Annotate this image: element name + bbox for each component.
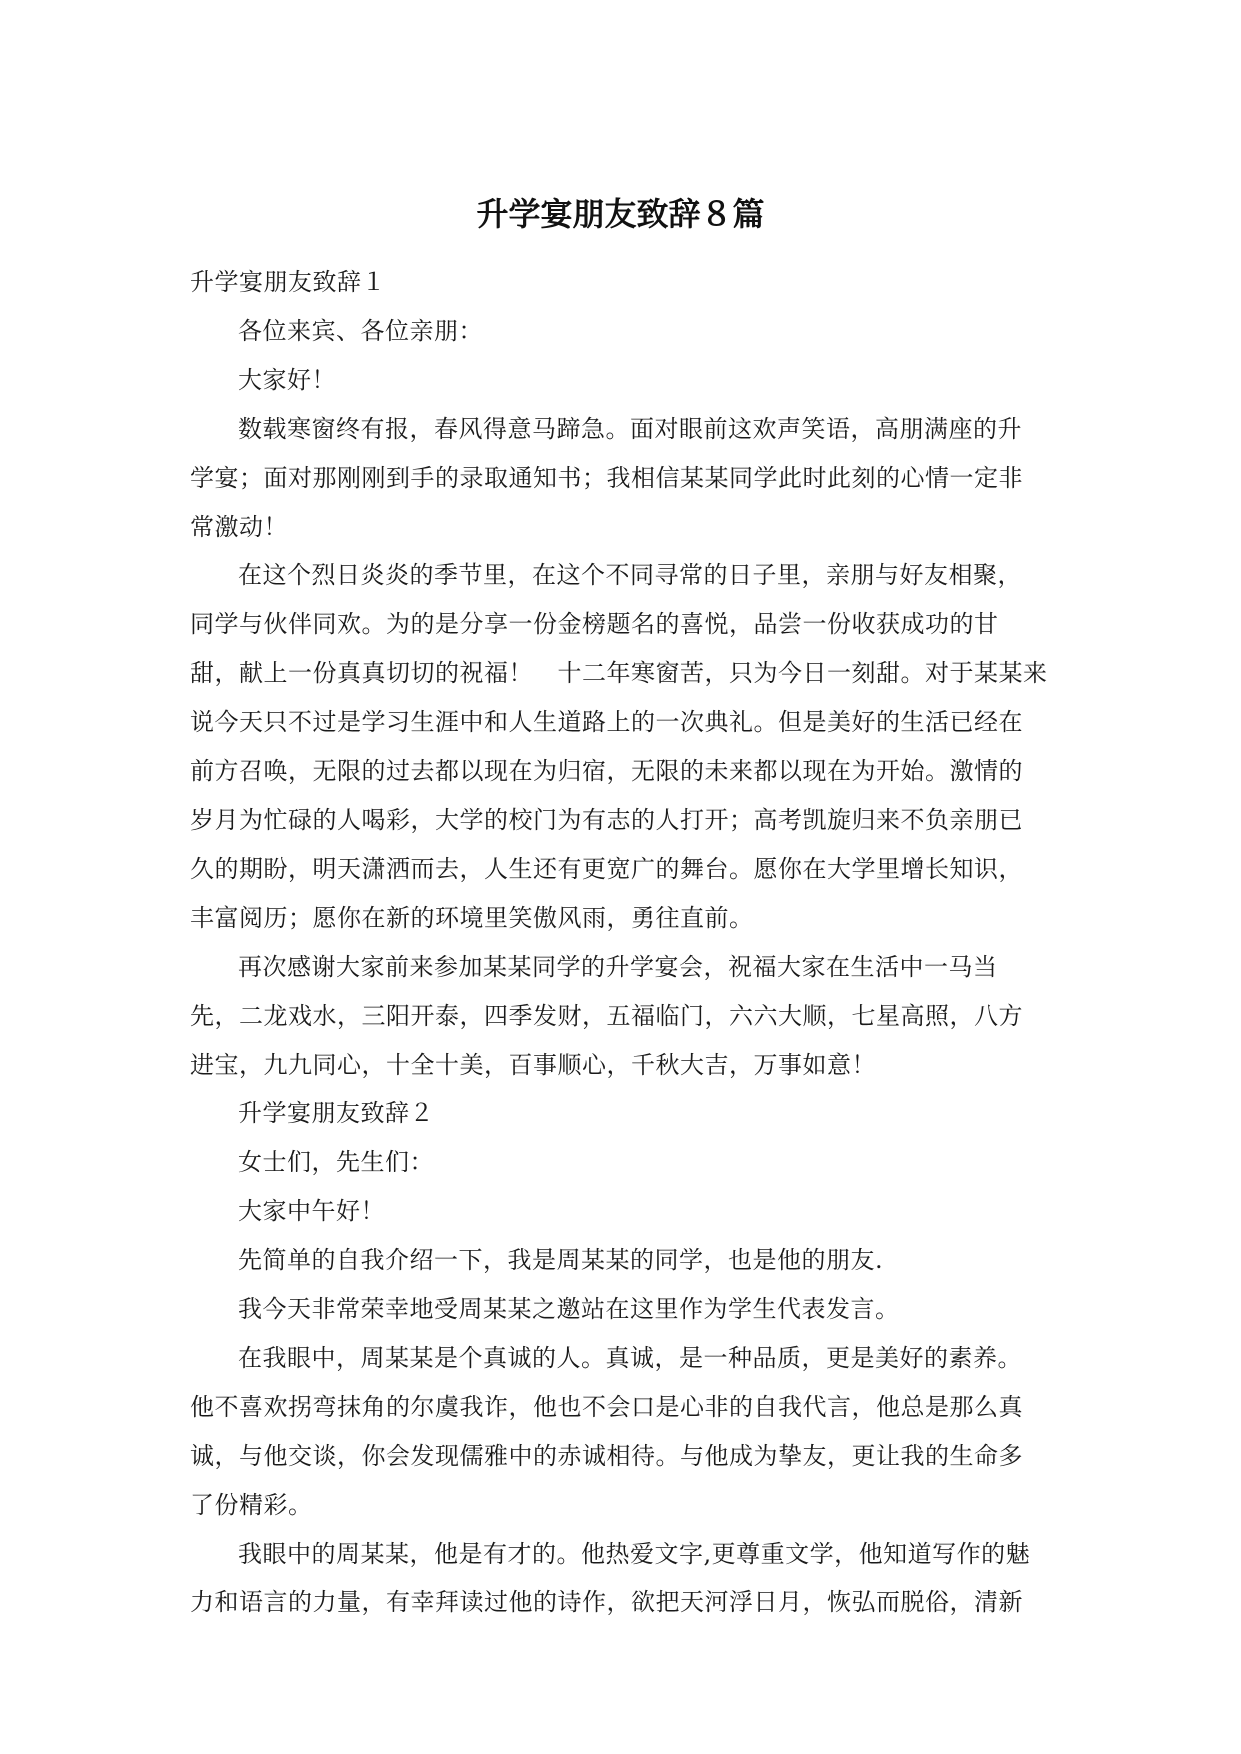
text-line: 岁月为忙碌的人喝彩，大学的校门为有志的人打开；高考凯旋归来不负亲朋已 <box>190 805 1023 834</box>
text-line: 先简单的自我介绍一下，我是周某某的同学，也是他的朋友. <box>238 1246 884 1275</box>
text-line: 大家好！ <box>238 365 336 394</box>
text-line: 女士们，先生们： <box>238 1148 434 1177</box>
text-line: 他不喜欢拐弯抹角的尔虞我诈，他也不会口是心非的自我代言，他总是那么真 <box>190 1392 1023 1421</box>
text-line: 我眼中的周某某，他是有才的。他热爱文字,更尊重文学，他知道写作的魅 <box>238 1539 1031 1568</box>
document-body <box>190 258 1050 1627</box>
document-title: 升学宴朋友致辞８篇 <box>476 195 765 233</box>
text-line: 了份精彩。 <box>190 1490 313 1519</box>
text-line: 先，二龙戏水，三阳开泰，四季发财，五福临门，六六大顺，七星高照，八方 <box>190 1001 1023 1030</box>
text-line: 进宝，九九同心，十全十美，百事顺心，千秋大吉，万事如意！ <box>190 1050 876 1079</box>
text-line: 在我眼中，周某某是个真诚的人。真诚，是一种品质，更是美好的素养。 <box>238 1343 1022 1372</box>
text-line: 大家中午好！ <box>238 1197 385 1226</box>
text-line: 同学与伙伴同欢。为的是分享一份金榜题名的喜悦，品尝一份收获成功的甘 <box>190 610 999 639</box>
text-line: 常激动！ <box>190 512 288 541</box>
text-line: 诚，与他交谈，你会发现儒雅中的赤诚相待。与他成为挚友，更让我的生命多 <box>190 1441 1023 1470</box>
text-line: 升学宴朋友致辞２ <box>238 1099 434 1128</box>
text-line: 在这个烈日炎炎的季节里，在这个不同寻常的日子里，亲朋与好友相聚， <box>238 561 1022 590</box>
text-line: 丰富阅历；愿你在新的环境里笑傲风雨，勇往直前。 <box>190 903 754 932</box>
text-line: 数载寒窗终有报，春风得意马蹄急。面对眼前这欢声笑语，高朋满座的升 <box>238 414 1022 443</box>
text-line: 升学宴朋友致辞１ <box>190 268 386 296</box>
text-line: 甜，献上一份真真切切的祝福！ 十二年寒窗苦，只为今日一刻甜。对于某某来 <box>190 659 1048 688</box>
text-line: 各位来宾、各位亲朋： <box>238 316 483 345</box>
text-line: 再次感谢大家前来参加某某同学的升学宴会，祝福大家在生活中一马当 <box>238 952 998 981</box>
text-line: 说今天只不过是学习生涯中和人生道路上的一次典礼。但是美好的生活已经在 <box>190 708 1023 737</box>
text-line: 前方召唤，无限的过去都以现在为归宿，无限的未来都以现在为开始。激情的 <box>190 757 1023 786</box>
text-line: 学宴；面对那刚刚到手的录取通知书；我相信某某同学此时此刻的心情一定非 <box>190 463 1023 492</box>
text-line: 力和语言的力量，有幸拜读过他的诗作，欲把天河浮日月，恢弘而脱俗，清新 <box>190 1588 1023 1617</box>
text-line: 久的期盼，明天潇洒而去，人生还有更宽广的舞台。愿你在大学里增长知识， <box>190 854 1023 883</box>
text-line: 我今天非常荣幸地受周某某之邀站在这里作为学生代表发言。 <box>238 1295 900 1324</box>
